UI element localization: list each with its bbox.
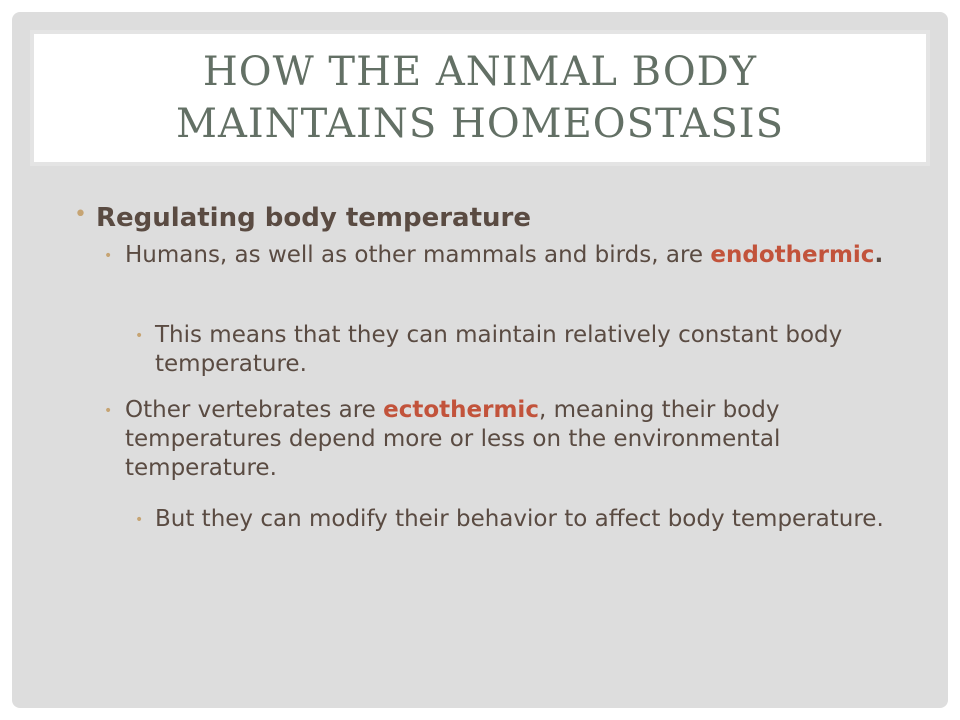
point-text-end: , meaning their body temperatures depend more or less on the environmental temperature. — [125, 397, 781, 481]
bullet-dot-icon: • — [104, 248, 113, 264]
point-endothermic — [125, 241, 925, 270]
term-ectothermic: ectothermic — [383, 397, 539, 423]
point-modify-behavior: But they can modify their behavior to affect body temperature. — [155, 506, 884, 532]
point-text: Other vertebrates are — [125, 397, 384, 423]
slide-title-line-1: HOW THE ANIMAL BODY — [202, 49, 758, 95]
point-ectothermic — [125, 396, 925, 483]
slide-content — [12, 12, 948, 708]
bullet-dot-icon: • — [135, 512, 144, 528]
point-constant-temperature: This means that they can maintain relatively constant body temperature. — [155, 322, 843, 377]
point-text-end: . — [874, 242, 884, 268]
slide — [12, 12, 948, 708]
term-endothermic: endothermic — [710, 242, 875, 268]
bullet-dot-icon: • — [104, 403, 113, 419]
slide-title-line-2: MAINTAINS HOMEOSTASIS — [176, 101, 784, 147]
bullet-dot-icon: • — [74, 202, 87, 227]
point-text: Humans, as well as other mammals and birds, are — [125, 242, 711, 268]
heading-regulating-body-temperature: Regulating body temperature — [96, 203, 531, 233]
bullet-dot-icon: • — [135, 328, 144, 344]
